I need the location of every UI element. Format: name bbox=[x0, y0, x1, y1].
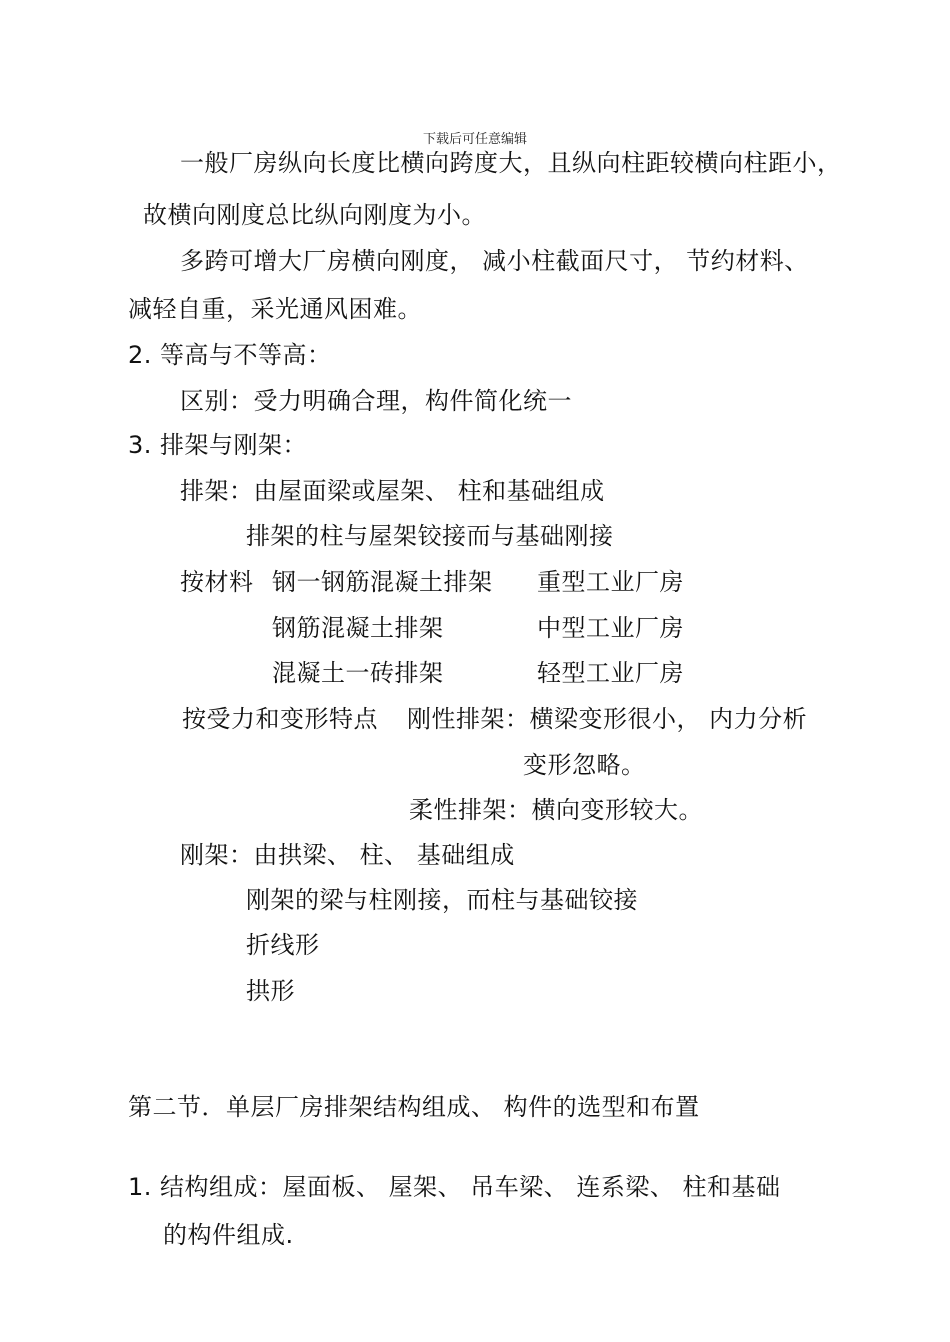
structure-item-1-line-2: 的构件组成. bbox=[163, 1221, 294, 1249]
section-title-second: 第二节．单层厂房排架结构组成、 构件的选型和布置 bbox=[128, 1093, 700, 1121]
structure-item-1-line-1: 1. 结构组成：屋面板、 屋架、 吊车梁、 连系梁、 柱和基础 bbox=[128, 1173, 781, 1201]
by-force-label: 按受力和变形特点 bbox=[182, 705, 378, 733]
bent-definition: 排架：由屋面梁或屋架、 柱和基础组成 bbox=[180, 477, 605, 505]
paragraph-2-line-1: 多跨可增大厂房横向刚度， 减小柱截面尺寸， 节约材料、 bbox=[180, 247, 809, 275]
material-2-type: 中型工业厂房 bbox=[537, 614, 684, 642]
section-3-heading: 3. 排架与刚架： bbox=[128, 431, 308, 459]
frame-type-arch: 拱形 bbox=[246, 977, 295, 1005]
paragraph-1-line-2: 故横向刚度总比纵向刚度为小。 bbox=[143, 201, 486, 229]
frame-joint-note: 刚架的梁与柱刚接，而柱与基础铰接 bbox=[246, 886, 638, 914]
material-1-type: 重型工业厂房 bbox=[537, 568, 684, 596]
section-2-difference: 区别：受力明确合理，构件简化统一 bbox=[180, 387, 572, 415]
section-2-heading: 2. 等高与不等高： bbox=[128, 341, 332, 369]
paragraph-2-line-2: 减轻自重，采光通风困难。 bbox=[128, 295, 422, 323]
material-3-type: 轻型工业厂房 bbox=[537, 659, 684, 687]
material-1-name: 钢一钢筋混凝土排架 bbox=[272, 568, 493, 596]
material-2-name: 钢筋混凝土排架 bbox=[272, 614, 444, 642]
flexible-bent: 柔性排架：横向变形较大。 bbox=[409, 796, 703, 824]
paragraph-1-line-1: 一般厂房纵向长度比横向跨度大，且纵向柱距较横向柱距小， bbox=[180, 149, 842, 177]
frame-definition: 刚架：由拱梁、 柱、 基础组成 bbox=[180, 841, 515, 869]
rigid-bent-continued: 变形忽略。 bbox=[523, 751, 646, 779]
page-header: 下载后可任意编辑 bbox=[422, 132, 527, 147]
by-material-label: 按材料 bbox=[180, 568, 254, 596]
material-3-name: 混凝土一砖排架 bbox=[272, 659, 444, 687]
bent-joint-note: 排架的柱与屋架铰接而与基础刚接 bbox=[246, 522, 614, 550]
rigid-bent: 刚性排架：横梁变形很小， 内力分析 bbox=[407, 705, 808, 733]
frame-type-polyline: 折线形 bbox=[246, 931, 320, 959]
